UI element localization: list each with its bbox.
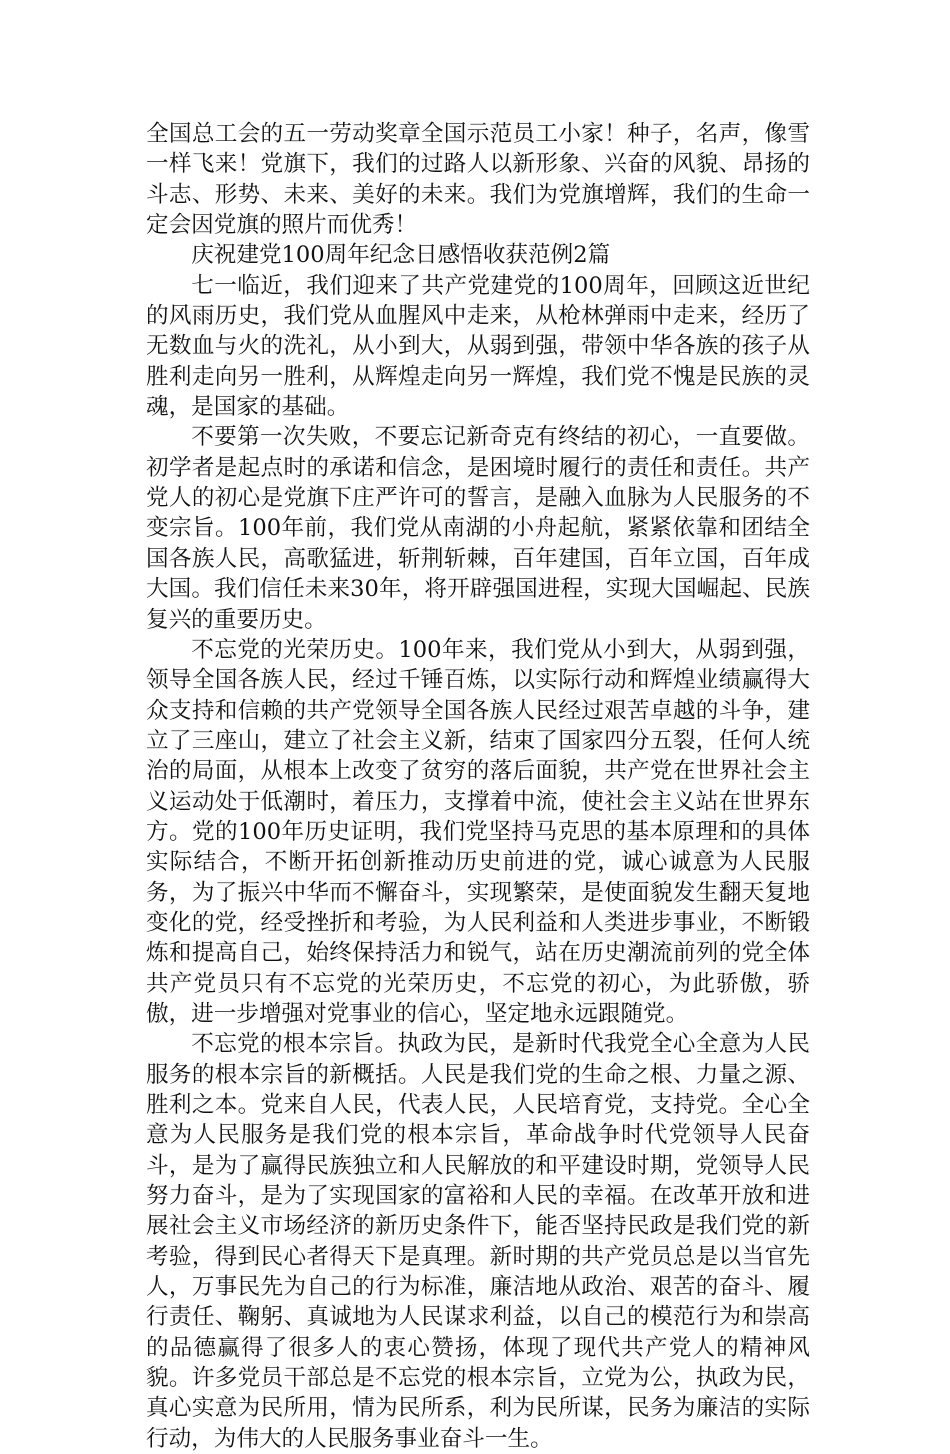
intro-paragraph: 全国总工会的五一劳动奖章全国示范员工小家！种子，名声，像雪一样飞来！党旗下，我们的过路人以新形象、兴奋的风貌、昂扬的斗志、形势、未来、美好的未来。我们为党旗增辉，我们的生命一定会因党旗的照片而优秀！: [146, 121, 810, 239]
document-page: [146, 119, 810, 1454]
body-paragraph-2: 不要第一次失败，不要忘记新奇克有终结的初心，一直要做。初学者是起点时的承诺和信念，是困境时履行的责任和责任。共产党人的初心是党旗下庄严许可的誓言，是融入血脉为人民服务的不变宗旨。100年前，我们党从南湖的小舟起航，紧紧依靠和团结全国各族人民，高歌猛进，斩荆斩棘，百年建国，百年立国，百年成大国。我们信任未来30年，将开辟强国进程，实现大国崛起、民族复兴的重要历史。: [146, 424, 810, 633]
body-paragraph-4: 不忘党的根本宗旨。执政为民，是新时代我党全心全意为人民服务的根本宗旨的新概括。人民是我们党的生命之根、力量之源、胜利之本。党来自人民，代表人民，人民培育党，支持党。全心全意为人民服务是我们党的根本宗旨，革命战争时代党领导人民奋斗，是为了赢得民族独立和人民解放的和平建设时期，党领导人民努力奋斗，是为了实现国家的富裕和人民的幸福。在改革开放和进展社会主义市场经济的新历史条件下，能否坚持民政是我们党的新考验，得到民心者得天下是真理。新时期的共产党员总是以当官先人，万事民先为自己的行为标准，廉洁地从政治、艰苦的奋斗、履行责任、鞠躬、真诚地为人民谋求利益，以自己的模范行为和崇高的品德赢得了很多人的衷心赞扬，体现了现代共产党人的精神风貌。许多党员干部总是不忘党的根本宗旨，立党为公，执政为民，真心实意为民所用，情为民所系，利为民所谋，民务为廉洁的实际行动，为伟大的人民服务事业奋斗一生。: [146, 1031, 810, 1452]
article-subtitle: 庆祝建党100周年纪念日感悟收获范例2篇: [191, 242, 611, 269]
body-paragraph-1: 七一临近，我们迎来了共产党建党的100周年，回顾这近世纪的风雨历史，我们党从血腥风中走来，从枪林弹雨中走来，经历了无数血与火的洗礼，从小到大，从弱到强，带领中华各族的孩子从胜利走向另一胜利，从辉煌走向另一辉煌，我们党不愧是民族的灵魂，是国家的基础。: [146, 272, 810, 421]
body-paragraph-3: 不忘党的光荣历史。100年来，我们党从小到大，从弱到强，领导全国各族人民，经过千锤百炼，以实际行动和辉煌业绩赢得大众支持和信赖的共产党领导全国各族人民经过艰苦卓越的斗争，建立了三座山，建立了社会主义新，结束了国家四分五裂，任何人统治的局面，从根本上改变了贫穷的落后面貌，共产党在世界社会主义运动处于低潮时，着压力，支撑着中流，使社会主义站在世界东方。党的100年历史证明，我们党坚持马克思的基本原理和的具体实际结合，不断开拓创新推动历史前进的党，诚心诚意为人民服务，为了振兴中华而不懈奋斗，实现繁荣，是使面貌发生翻天复地变化的党，经受挫折和考验，为人民利益和人类进步事业，不断锻炼和提高自己，始终保持活力和锐气，站在历史潮流前列的党全体共产党员只有不忘党的光荣历史，不忘党的初心，为此骄傲，骄傲，进一步增强对党事业的信心，坚定地永远跟随党。: [146, 636, 810, 1027]
